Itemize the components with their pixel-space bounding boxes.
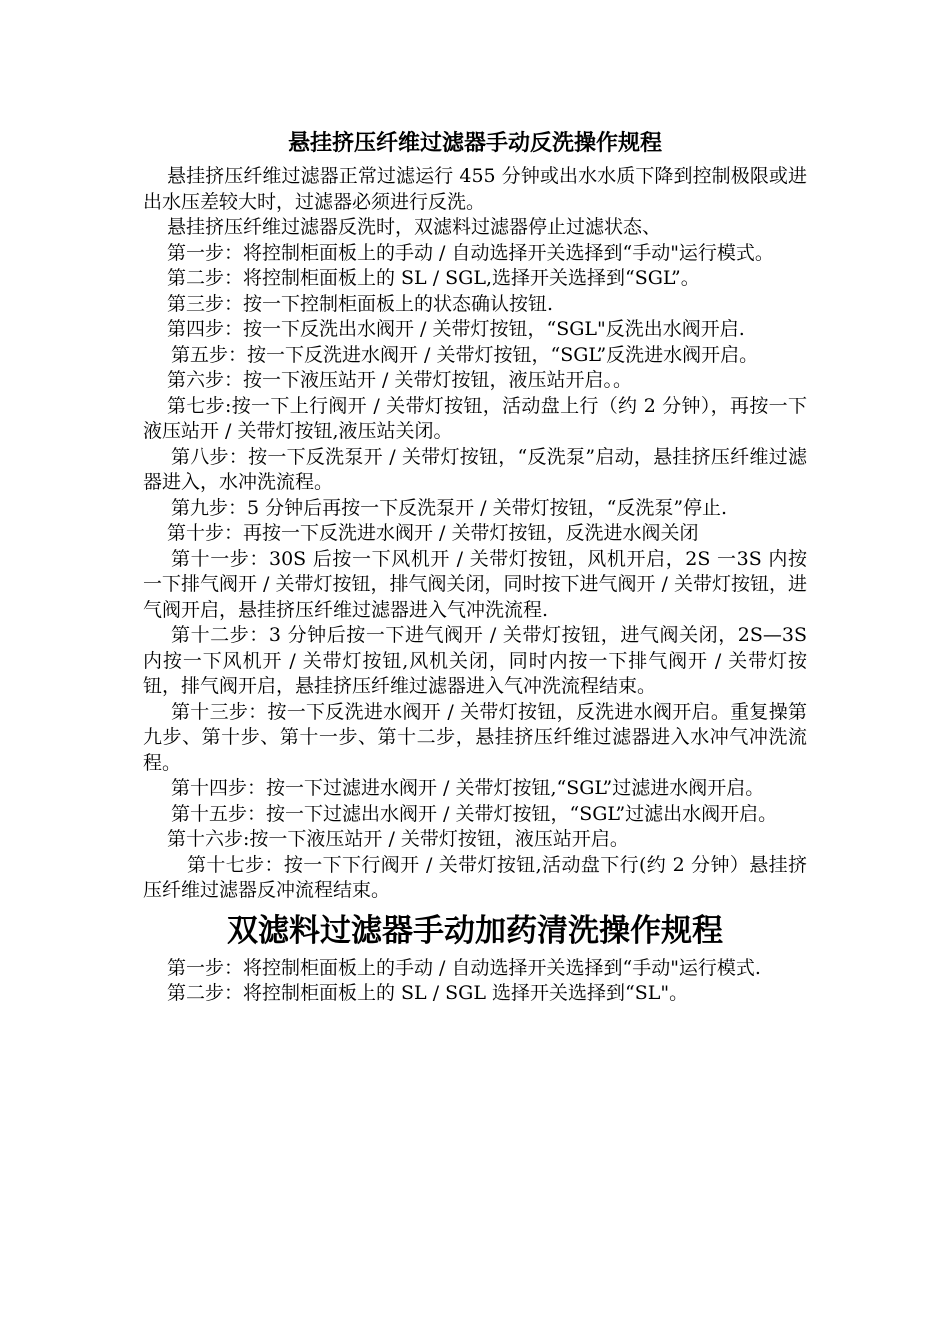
section1-paragraph-note: 悬挂挤压纤维过滤器反洗时，双滤料过滤器停止过滤状态、 [167, 216, 662, 238]
section1-step-3: 第三步：按一下控制柜面板上的状态确认按钮. [167, 292, 554, 315]
section1-step-6: 第六步：按一下液压站开 / 关带灯按钮，液压站开启。。 [167, 369, 632, 391]
section2-step-2: 第二步：将控制柜面板上的 SL / SGL 选择开关选择到“SL"。 [167, 982, 689, 1004]
section1-paragraph-intro: 悬挂挤压纤维过滤器正常过滤运行 455 分钟或出水水质下降到控制极限或进出水压差较大时，过滤器必须进行反洗。 [143, 165, 807, 213]
section1-step-1: 第一步：将控制柜面板上的手动 / 自动选择开关选择到“手动"运行模式。 [167, 241, 774, 264]
section1-step-12: 第十二步：3 分钟后按一下进气阀开 / 关带灯按钮，进气阀关闭，2S—3S 内按一下风机开 / 关带灯按钮,风机关闭，同时内按一下排气阀开 / 关带灯按钮，排气阀开启，悬挂挤压纤维过滤器进入气冲洗流程结束。 [143, 624, 807, 697]
section1-step-4: 第四步：按一下反洗出水阀开 / 关带灯按钮，“SGL"反洗出水阀开启. [167, 318, 745, 340]
section1-step-11: 第十一步：30S 后按一下风机开 / 关带灯按钮，风机开启，2S 一3S 内按一下排气阀开 / 关带灯按钮，排气阀关闭，同时按下进气阀开 / 关带灯按钮，进气阀开启，悬挂挤压纤维过滤器进入气冲洗流程. [143, 547, 807, 621]
section1-step-17: 第十七步：按一下下行阀开 / 关带灯按钮,活动盘下行(约 2 分钟）悬挂挤压纤维过滤器反冲流程结束。 [143, 853, 807, 901]
section1-step-8: 第八步：按一下反洗泵开 / 关带灯按钮，“反洗泵”启动，悬挂挤压纤维过滤器进入，水冲洗流程。 [143, 445, 807, 493]
section1-step-15: 第十五步：按一下过滤出水阀开 / 关带灯按钮，“SGL”过滤出水阀开启。 [171, 802, 778, 825]
section1-step-7: 第七步:按一下上行阀开 / 关带灯按钮，活动盘上行（约 2 分钟），再按一下液压站开 / 关带灯按钮,液压站关闭。 [143, 394, 807, 442]
section1-step-14: 第十四步：按一下过滤进水阀开 / 关带灯按钮,“SGL”过滤进水阀开启。 [171, 777, 765, 799]
document-page [143, 128, 807, 1007]
section1-step-9: 第九步：5 分钟后再按一下反洗泵开 / 关带灯按钮，“反洗泵”停止. [171, 496, 728, 519]
section1-step-10: 第十步：再按一下反洗进水阀开 / 关带灯按钮，反洗进水阀关闭 [167, 522, 699, 544]
section1-step-2: 第二步：将控制柜面板上的 SL / SGL,选择开关选择到“SGL”。 [167, 267, 700, 289]
section1-title: 悬挂挤压纤维过滤器手动反洗操作规程 [287, 130, 662, 156]
section1-step-5: 第五步：按一下反洗进水阀开 / 关带灯按钮，“SGL”反洗进水阀开启。 [171, 343, 759, 366]
section1-step-13: 第十三步：按一下反洗进水阀开 / 关带灯按钮，反洗进水阀开启。重复操第九步、第十步、第十一步、第十二步，悬挂挤压纤维过滤器进入水冲气冲洗流程。 [143, 700, 807, 774]
section2-step-1: 第一步：将控制柜面板上的手动 / 自动选择开关选择到“手动"运行模式. [167, 956, 761, 979]
section2-title: 双滤料过滤器手动加药清洗操作规程 [227, 912, 723, 949]
section1-step-16: 第十六步:按一下液压站开 / 关带灯按钮，液压站开启。 [167, 828, 629, 850]
